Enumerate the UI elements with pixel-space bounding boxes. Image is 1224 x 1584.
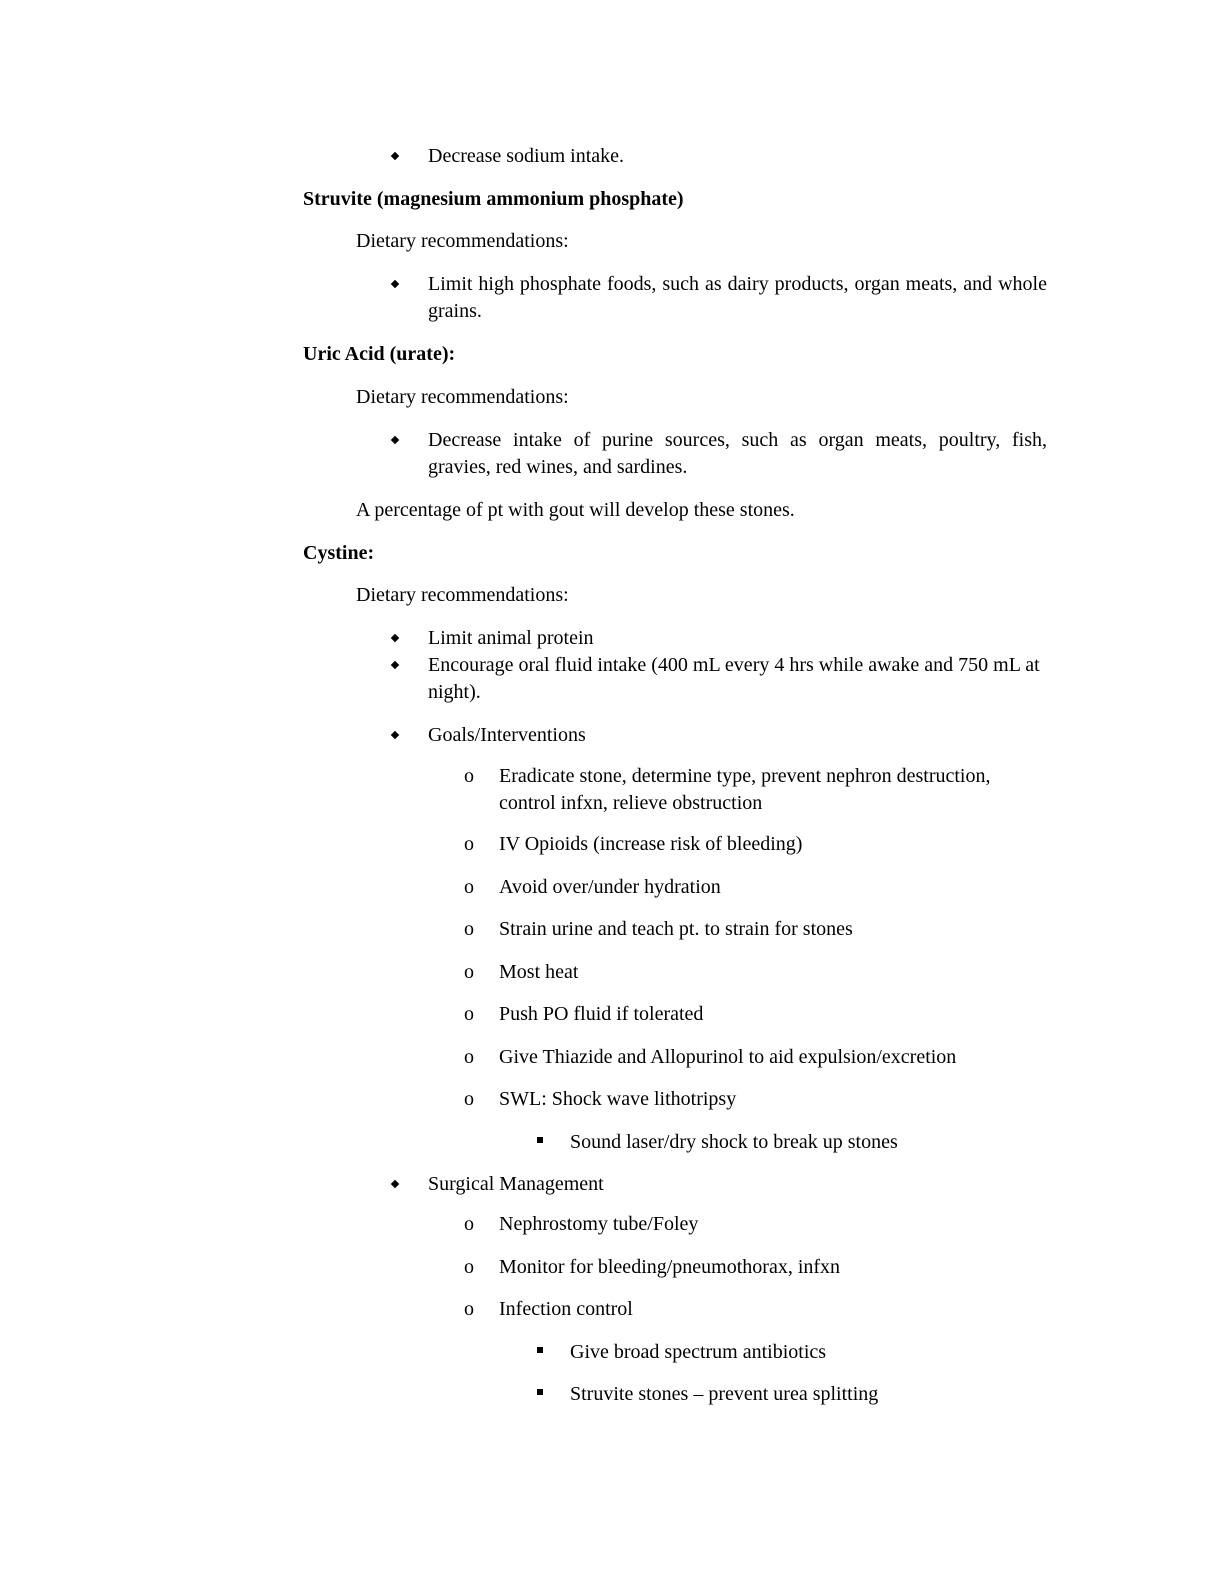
list-item: Avoid over/under hydration bbox=[499, 876, 721, 898]
square-bullet-icon bbox=[537, 1137, 543, 1143]
list-item: Nephrostomy tube/Foley bbox=[499, 1213, 699, 1235]
square-bullet-icon bbox=[537, 1347, 543, 1353]
list-item-goals: Goals/Interventions bbox=[428, 724, 586, 746]
circle-bullet-icon: o bbox=[464, 1046, 474, 1068]
note-text: A percentage of pt with gout will develop these stones. bbox=[356, 499, 795, 521]
bullet-icon bbox=[391, 436, 399, 444]
bullet-icon bbox=[391, 1180, 399, 1188]
list-item: Push PO fluid if tolerated bbox=[499, 1003, 704, 1025]
circle-bullet-icon: o bbox=[464, 1088, 474, 1110]
dietary-subheading: Dietary recommendations: bbox=[356, 230, 569, 252]
circle-bullet-icon: o bbox=[464, 833, 474, 855]
circle-bullet-icon: o bbox=[464, 918, 474, 940]
bullet-icon bbox=[391, 634, 399, 642]
list-item: Most heat bbox=[499, 961, 579, 983]
section-heading-uric-acid: Uric Acid (urate): bbox=[303, 343, 456, 365]
list-item: Limit animal protein bbox=[428, 627, 594, 649]
list-item-surgical: Surgical Management bbox=[428, 1173, 604, 1195]
list-item: Struvite stones – prevent urea splitting bbox=[570, 1383, 879, 1405]
list-item: Strain urine and teach pt. to strain for stones bbox=[499, 918, 853, 940]
circle-bullet-icon: o bbox=[464, 1256, 474, 1278]
bullet-icon bbox=[391, 731, 399, 739]
dietary-subheading: Dietary recommendations: bbox=[356, 386, 569, 408]
bullet-icon bbox=[391, 152, 399, 160]
square-bullet-icon bbox=[537, 1389, 543, 1395]
circle-bullet-icon: o bbox=[464, 961, 474, 983]
list-item: Decrease intake of purine sources, such as organ meats, poultry, fish, gravies, red wines, and sardines. bbox=[428, 429, 1047, 478]
section-heading-struvite: Struvite (magnesium ammonium phosphate) bbox=[303, 188, 684, 210]
list-item: SWL: Shock wave lithotripsy bbox=[499, 1088, 737, 1110]
circle-bullet-icon: o bbox=[464, 1213, 474, 1235]
list-item: Sound laser/dry shock to break up stones bbox=[570, 1131, 898, 1153]
list-item: Monitor for bleeding/pneumothorax, infxn bbox=[499, 1256, 841, 1278]
list-item: Limit high phosphate foods, such as dairy products, organ meats, and whole grains. bbox=[428, 273, 1047, 322]
section-heading-cystine: Cystine: bbox=[303, 542, 375, 564]
circle-bullet-icon: o bbox=[464, 876, 474, 898]
bullet-icon bbox=[391, 661, 399, 669]
circle-bullet-icon: o bbox=[464, 1003, 474, 1025]
list-item: IV Opioids (increase risk of bleeding) bbox=[499, 833, 803, 855]
list-item: Infection control bbox=[499, 1298, 633, 1320]
circle-bullet-icon: o bbox=[464, 1298, 474, 1320]
list-item: Give broad spectrum antibiotics bbox=[570, 1341, 827, 1363]
dietary-subheading: Dietary recommendations: bbox=[356, 584, 569, 606]
bullet-icon bbox=[391, 280, 399, 288]
circle-bullet-icon: o bbox=[464, 765, 474, 787]
list-item: Eradicate stone, determine type, prevent nephron destruction, control infxn, relieve obstruction bbox=[499, 765, 991, 814]
list-item: Give Thiazide and Allopurinol to aid expulsion/excretion bbox=[499, 1046, 957, 1068]
list-item: Decrease sodium intake. bbox=[428, 145, 625, 167]
list-item: Encourage oral fluid intake (400 mL every 4 hrs while awake and 750 mL at night). bbox=[428, 654, 1040, 703]
